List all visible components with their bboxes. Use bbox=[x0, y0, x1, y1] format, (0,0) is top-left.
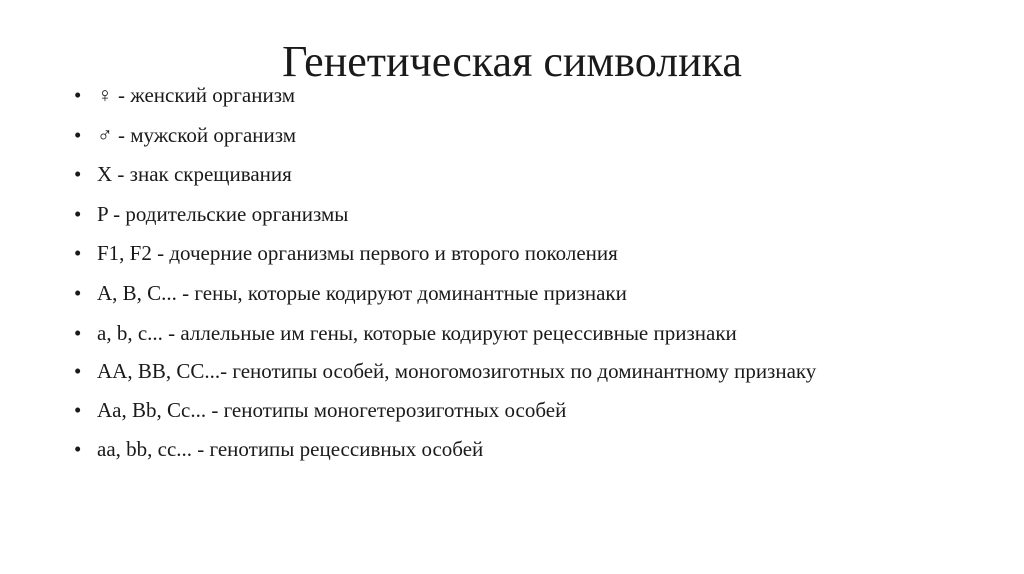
bullet-male-symbol: • ♂ - мужской организм bbox=[74, 124, 946, 146]
bullet-dominant-genes: • A, B, C... - гены, которые кодируют доминантные признаки bbox=[74, 282, 946, 304]
bullet-recessive-genotypes: • aa, bb, cc... - генотипы рецессивных особей bbox=[74, 438, 946, 460]
bullet-parents: • P - родительские организмы bbox=[74, 203, 946, 225]
bullet-female-symbol: • ♀ - женский организм bbox=[74, 84, 946, 106]
slide-title: Генетическая символика bbox=[282, 37, 742, 86]
bullet-homozygous-dominant: • AA, BB, CC...- генотипы особей, моногомозиготных по доминантному признаку bbox=[74, 361, 946, 381]
bullet-list bbox=[74, 84, 946, 478]
bullet-heterozygous: • Aa, Bb, Cc... - генотипы моногетерозиготных особей bbox=[74, 399, 946, 421]
bullet-offspring-generations: • F1, F2 - дочерние организмы первого и второго поколения bbox=[74, 242, 946, 264]
bullet-cross-sign: • X - знак скрещивания bbox=[74, 163, 946, 185]
bullet-recessive-genes: • a, b, c... - аллельные им гены, которые кодируют рецессивные признаки bbox=[74, 322, 946, 344]
